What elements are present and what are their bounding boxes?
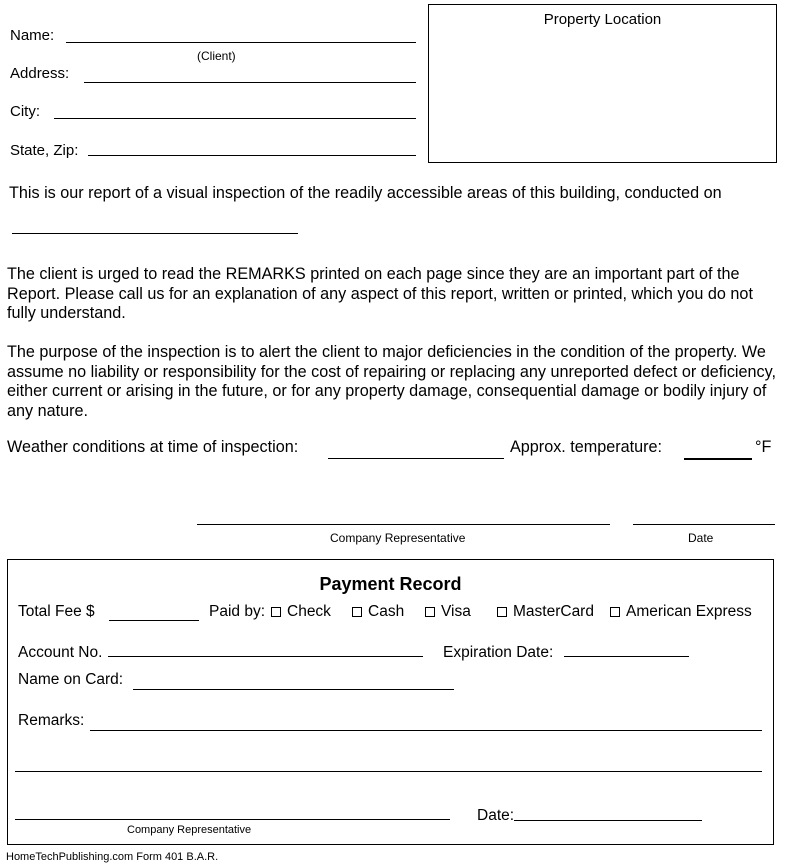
signature-date-line[interactable] <box>633 524 775 525</box>
checkbox-icon[interactable] <box>497 607 507 617</box>
inspection-date-field[interactable] <box>12 233 298 234</box>
company-rep-signature-line[interactable] <box>197 524 610 525</box>
payment-rep-caption: Company Representative <box>127 824 252 836</box>
weather-field[interactable] <box>328 458 504 459</box>
checkbox-icon[interactable] <box>271 607 281 617</box>
checkbox-icon[interactable] <box>610 607 620 617</box>
company-rep-caption: Company Representative <box>330 531 466 545</box>
account-label: Account No. <box>18 644 103 661</box>
remarks-field[interactable] <box>90 730 762 731</box>
total-fee-label: Total Fee $ <box>18 603 95 620</box>
signature-date-caption: Date <box>688 531 714 545</box>
expiration-field[interactable] <box>564 656 689 657</box>
remarks-paragraph: The client is urged to read the REMARKS printed on each page since they are an important part of the Report. Please call us for an explanation of any aspect of this report, written or printed, which you do not fully understand. <box>7 265 753 322</box>
option-mastercard[interactable]: MasterCard <box>497 603 594 621</box>
total-fee-field[interactable] <box>109 620 199 621</box>
payment-date-label: Date: <box>477 807 515 824</box>
intro-text: This is our report of a visual inspection of the readily accessible areas of this building, conducted on <box>9 184 722 202</box>
weather-label: Weather conditions at time of inspection: <box>7 438 299 456</box>
checkbox-icon[interactable] <box>352 607 362 617</box>
expiration-label: Expiration Date: <box>443 644 554 661</box>
temperature-field[interactable] <box>684 458 752 460</box>
client-caption: (Client) <box>197 49 236 63</box>
payment-record-box <box>7 559 774 845</box>
checkbox-icon[interactable] <box>425 607 435 617</box>
remarks-field-line-2[interactable] <box>15 771 762 772</box>
paid-by-label: Paid by: <box>209 603 266 620</box>
option-check[interactable]: Check <box>271 603 331 621</box>
name-on-card-field[interactable] <box>133 689 454 690</box>
payment-record-title: Payment Record <box>319 574 462 594</box>
name-on-card-label: Name on Card: <box>18 671 124 688</box>
temperature-unit: °F <box>755 438 772 456</box>
option-visa[interactable]: Visa <box>425 603 471 621</box>
account-field[interactable] <box>108 656 423 657</box>
address-label: Address: <box>10 65 70 82</box>
name-label: Name: <box>10 27 55 44</box>
purpose-paragraph: The purpose of the inspection is to alert the client to major deficiencies in the condition of the property. We assume no liability or responsibility for the cost of repairing or replacing any unreported defect or deficiency, either current or arising in the future, or for any property damage, consequential damage or bodily injury of any nature. <box>7 343 777 420</box>
state-zip-label: State, Zip: <box>10 142 79 159</box>
footer-text: HomeTechPublishing.com Form 401 B.A.R. <box>6 851 219 863</box>
property-location-box[interactable] <box>428 4 777 163</box>
payment-rep-signature-line[interactable] <box>15 819 450 820</box>
state-zip-field[interactable] <box>88 155 416 156</box>
option-american-express[interactable]: American Express <box>610 603 752 621</box>
option-cash[interactable]: Cash <box>352 603 404 621</box>
name-field[interactable] <box>66 42 416 43</box>
temperature-label: Approx. temperature: <box>510 438 663 456</box>
city-field[interactable] <box>54 118 416 119</box>
remarks-label: Remarks: <box>18 712 85 729</box>
property-location-title: Property Location <box>543 11 662 28</box>
city-label: City: <box>10 103 40 120</box>
payment-date-field[interactable] <box>514 820 702 821</box>
address-field[interactable] <box>84 82 416 83</box>
